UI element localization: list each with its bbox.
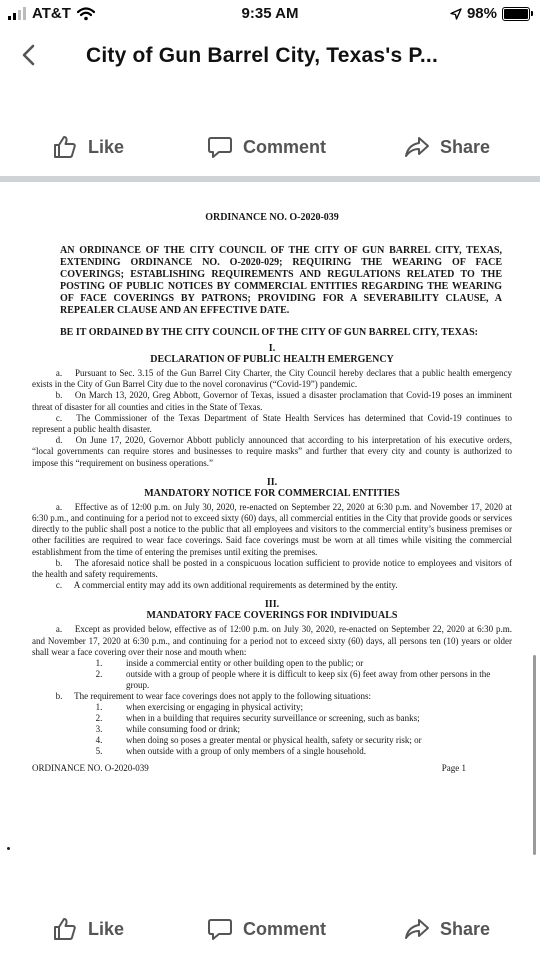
- carrier-label: AT&T: [32, 5, 71, 22]
- action-bar-bottom: [0, 900, 540, 956]
- action-bar-top: [0, 118, 540, 174]
- page-title: City of Gun Barrel City, Texas's P...: [86, 44, 439, 67]
- section-2-para-a: [32, 502, 512, 558]
- section-2-para-b: [32, 558, 512, 580]
- para-text: The Commissioner of the Texas Department of State Health Services has determined that Covid-19 continues to represent a public health disaster.: [32, 412, 512, 435]
- list-item: [32, 735, 512, 746]
- ordinance-number: ORDINANCE NO. O-2020-039: [205, 212, 339, 223]
- status-bar: [0, 0, 540, 30]
- scrollbar[interactable]: [533, 655, 536, 855]
- like-button[interactable]: [52, 916, 124, 942]
- item-number: 2.: [95, 713, 103, 724]
- para-label: b.: [55, 557, 63, 568]
- share-arrow-icon: [404, 134, 430, 160]
- section-1-number: I.: [268, 343, 276, 354]
- section-1-para-d: [32, 435, 512, 469]
- item-number: 2.: [95, 669, 103, 680]
- battery-icon: [502, 7, 530, 21]
- like-label: Like: [88, 918, 125, 939]
- para-label: a.: [55, 368, 63, 378]
- like-label: Like: [88, 136, 125, 157]
- comment-icon: [207, 916, 233, 942]
- para-text: On March 13, 2020, Greg Abbott, Governor of Texas, issued a disaster proclamation that Covid-19 poses an imminent threat of disaster for all counties and cities in the State of Texas.: [32, 390, 513, 412]
- section-3-number: III.: [264, 599, 280, 611]
- item-number: 3.: [95, 724, 103, 735]
- comment-button[interactable]: [207, 916, 326, 942]
- item-number: 5.: [95, 746, 103, 757]
- share-button[interactable]: [404, 134, 490, 160]
- post-header: [0, 30, 540, 84]
- list-item: [32, 746, 512, 757]
- ordinance-preamble: AN ORDINANCE OF THE CITY COUNCIL OF THE CITY OF GUN BARREL CITY, TEXAS, EXTENDING ORDINANCE NO. O-2020-029; REQUIRING THE WEARING OF FACE COVERINGS; ESTABLISHING REQUIREMENTS AND REGULATIONS RELATED TO THE POSTING OF PUBLIC NOTICES BY COMMERCIAL ENTITIES REGARDING THE WEARING OF FACE COVERINGS BY PATRONS; PROVIDING FOR A SEVERABILITY CLAUSE, A REPEALER CLAUSE AND AN EFFECTIVE DATE.: [60, 245, 502, 316]
- comment-button[interactable]: [207, 134, 326, 160]
- comment-label: Comment: [243, 918, 327, 939]
- share-label: Share: [440, 918, 491, 939]
- section-3-para-a: [32, 624, 512, 658]
- ordinance-document[interactable]: [0, 182, 540, 900]
- ordaining-clause: BE IT ORDAINED BY THE CITY COUNCIL OF THE CITY OF GUN BARREL CITY, TEXAS:: [60, 327, 478, 338]
- section-3-heading: MANDATORY FACE COVERINGS FOR INDIVIDUALS: [146, 610, 398, 622]
- comment-label: Comment: [243, 136, 327, 157]
- comment-icon: [207, 134, 233, 160]
- battery-group: [450, 5, 530, 22]
- para-text: Effective as of 12:00 p.m. on July 30, 2020, re-enacted on September 22, 2020 at 6:30 p.m. and November 17, 2020 at 6:30 p.m., and continuing for a period not to exceed sixty (60) days, all commercial entities in the City that provide goods or services directly to the public shall post a notice to the public that all employees and visitors to the commercial entity’s business premises or other facilities are required to wear face coverings. Said face coverings must be worn at all times while visiting the commercial establishment from the time of entering the premises until exiting the premises.: [32, 501, 512, 557]
- item-text: when doing so poses a greater mental or physical health, safety or security risk; or: [126, 735, 422, 746]
- item-text: inside a commercial entity or other building open to the public; or: [126, 658, 364, 669]
- list-item: [32, 724, 512, 735]
- section-2-heading: MANDATORY NOTICE FOR COMMERCIAL ENTITIES: [144, 487, 400, 499]
- share-button[interactable]: [404, 916, 490, 942]
- item-number: 1.: [95, 702, 103, 713]
- item-text: while consuming food or drink;: [126, 724, 240, 735]
- item-number: 4.: [95, 735, 103, 746]
- section-3-para-b: [32, 691, 512, 702]
- para-label: b.: [55, 390, 63, 401]
- item-text: outside with a group of people where it is difficult to keep six (6) feet away from other persons in the group.: [126, 669, 491, 691]
- list-item: [32, 702, 512, 713]
- share-label: Share: [440, 136, 491, 157]
- scan-mark: [7, 847, 10, 850]
- para-text: On June 17, 2020, Governor Abbott publicly announced that according to his interpretation of his executive orders, “local governments can require stores and businesses to require masks” and further that every city and county is authorized to impose this “requirement on business operations.”: [32, 435, 512, 468]
- para-label: b.: [55, 691, 63, 702]
- thumbs-up-icon: [52, 134, 78, 160]
- clock: 9:35 AM: [241, 5, 299, 22]
- section-1-para-c: [32, 413, 512, 435]
- para-text: Except as provided below, effective as of 12:00 p.m. on July 30, 2020, re-enacted on September 22, 2020 at 6:30 p.m. and November 17, 2020 at 6:30 p.m., and continuing for a period not to exceed sixty (60) days, all persons ten (10) years or older shall wear a face covering over their nose and mouth when:: [32, 624, 512, 657]
- location-arrow-icon: [450, 8, 462, 20]
- item-text: when outside with a group of only members of a single household.: [126, 746, 366, 757]
- footer-ordinance-number: ORDINANCE NO. O-2020-039: [32, 763, 149, 774]
- section-2-para-c: [32, 580, 512, 591]
- list-item: [32, 658, 512, 669]
- page-number: Page 1: [441, 763, 466, 774]
- para-text: Pursuant to Sec. 3.15 of the Gun Barrel City Charter, the City Council hereby declares that a public health emergency exists in the City of Gun Barrel City due to the novel coronavirus (“Covid-19”) pandemic.: [32, 368, 513, 390]
- para-label: d.: [55, 435, 63, 446]
- list-item: [32, 669, 512, 691]
- section-1-para-a: [32, 368, 512, 390]
- battery-percent: 98%: [466, 5, 497, 22]
- para-text: The aforesaid notice shall be posted in a conspicuous location sufficient to provide notice to employees and visitors of the health and safety requirements.: [32, 557, 512, 580]
- section-1-heading: DECLARATION OF PUBLIC HEALTH EMERGENCY: [150, 354, 394, 365]
- document-footer: [32, 763, 512, 773]
- like-button[interactable]: [52, 134, 124, 160]
- para-label: a.: [55, 624, 63, 635]
- para-text: The requirement to wear face coverings does not apply to the following situations:: [74, 691, 372, 702]
- para-label: a.: [55, 501, 63, 512]
- para-label: c.: [55, 412, 63, 423]
- item-number: 1.: [95, 658, 103, 669]
- back-arrow-icon[interactable]: [14, 40, 44, 70]
- list-item: [32, 713, 512, 724]
- thumbs-up-icon: [52, 916, 78, 942]
- para-text: A commercial entity may add its own additional requirements as determined by the entity.: [73, 580, 398, 591]
- item-text: when exercising or engaging in physical activity;: [126, 702, 303, 713]
- share-arrow-icon: [404, 916, 430, 942]
- section-1-para-b: [32, 390, 512, 412]
- document-page: [32, 212, 512, 773]
- item-text: when in a building that requires security surveillance or screening, such as banks;: [126, 713, 420, 724]
- para-label: c.: [55, 580, 63, 591]
- section-2-number: II.: [266, 476, 278, 488]
